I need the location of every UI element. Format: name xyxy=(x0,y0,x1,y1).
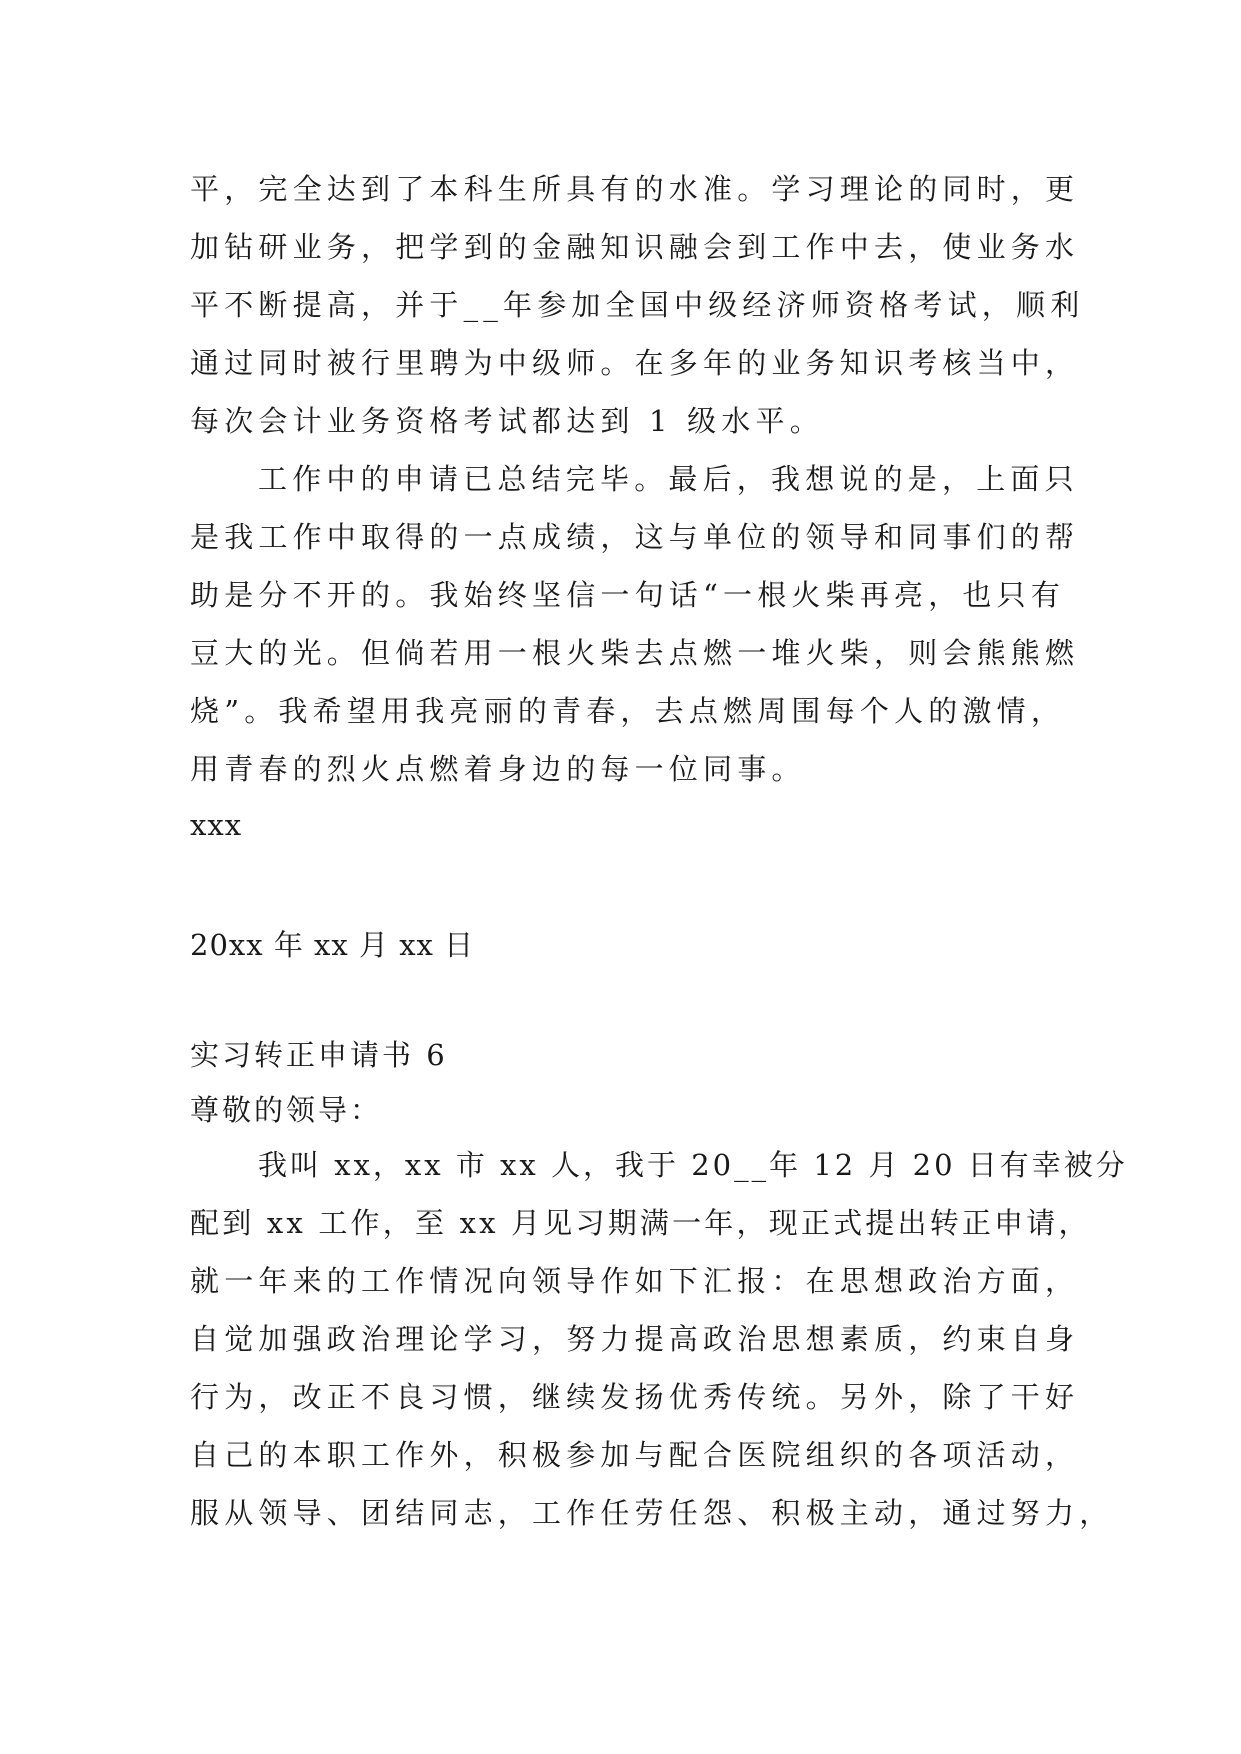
paragraph-1-line-2: 加钻研业务，把学到的金融知识融会到工作中去，使业务水 xyxy=(190,230,1080,264)
paragraph-3-line-4: 自觉加强政治理论学习，努力提高政治思想素质，约束自身 xyxy=(190,1322,1080,1356)
paragraph-3-line-2: 配到 xx 工作，至 xx 月见习期满一年，现正式提出转正申请， xyxy=(190,1206,1091,1240)
salutation: 尊敬的领导： xyxy=(190,1093,383,1127)
paragraph-2-line-1: 工作中的申请已总结完毕。最后，我想说的是，上面只 xyxy=(258,462,1079,496)
date: 20xx 年 xx 月 xx 日 xyxy=(190,928,475,962)
section-title: 实习转正申请书 6 xyxy=(190,1038,448,1072)
paragraph-1-line-3: 平不断提高，并于__年参加全国中级经济师资格考试，顺利 xyxy=(190,288,1085,322)
paragraph-3-line-5: 行为，改正不良习惯，继续发扬优秀传统。另外，除了干好 xyxy=(190,1380,1080,1414)
paragraph-3-line-7: 服从领导、团结同志，工作任劳任怨、积极主动，通过努力， xyxy=(190,1496,1114,1530)
paragraph-2-line-5: 烧”。我希望用我亮丽的青春，去点燃周围每个人的激情， xyxy=(190,694,1066,728)
signature: xxx xyxy=(190,808,243,842)
paragraph-1-line-5: 每次会计业务资格考试都达到 1 级水平。 xyxy=(190,404,824,438)
paragraph-1-line-1: 平，完全达到了本科生所具有的水准。学习理论的同时，更 xyxy=(190,172,1080,206)
paragraph-2-line-6: 用青春的烈火点燃着身边的每一位同事。 xyxy=(190,752,806,786)
paragraph-3-line-6: 自己的本职工作外，积极参加与配合医院组织的各项活动， xyxy=(190,1438,1080,1472)
paragraph-2-line-3: 助是分不开的。我始终坚信一句话“一根火柴再亮，也只有 xyxy=(190,578,1066,612)
paragraph-3-line-1: 我叫 xx，xx 市 xx 人，我于 20__年 12 月 20 日有幸被分 xyxy=(258,1148,1128,1182)
paragraph-2-line-2: 是我工作中取得的一点成绩，这与单位的领导和同事们的帮 xyxy=(190,520,1080,554)
paragraph-2-line-4: 豆大的光。但倘若用一根火柴去点燃一堆火柴，则会熊熊燃 xyxy=(190,636,1080,670)
paragraph-3-line-3: 就一年来的工作情况向领导作如下汇报：在思想政治方面， xyxy=(190,1264,1080,1298)
paragraph-1-line-4: 通过同时被行里聘为中级师。在多年的业务知识考核当中， xyxy=(190,346,1080,380)
